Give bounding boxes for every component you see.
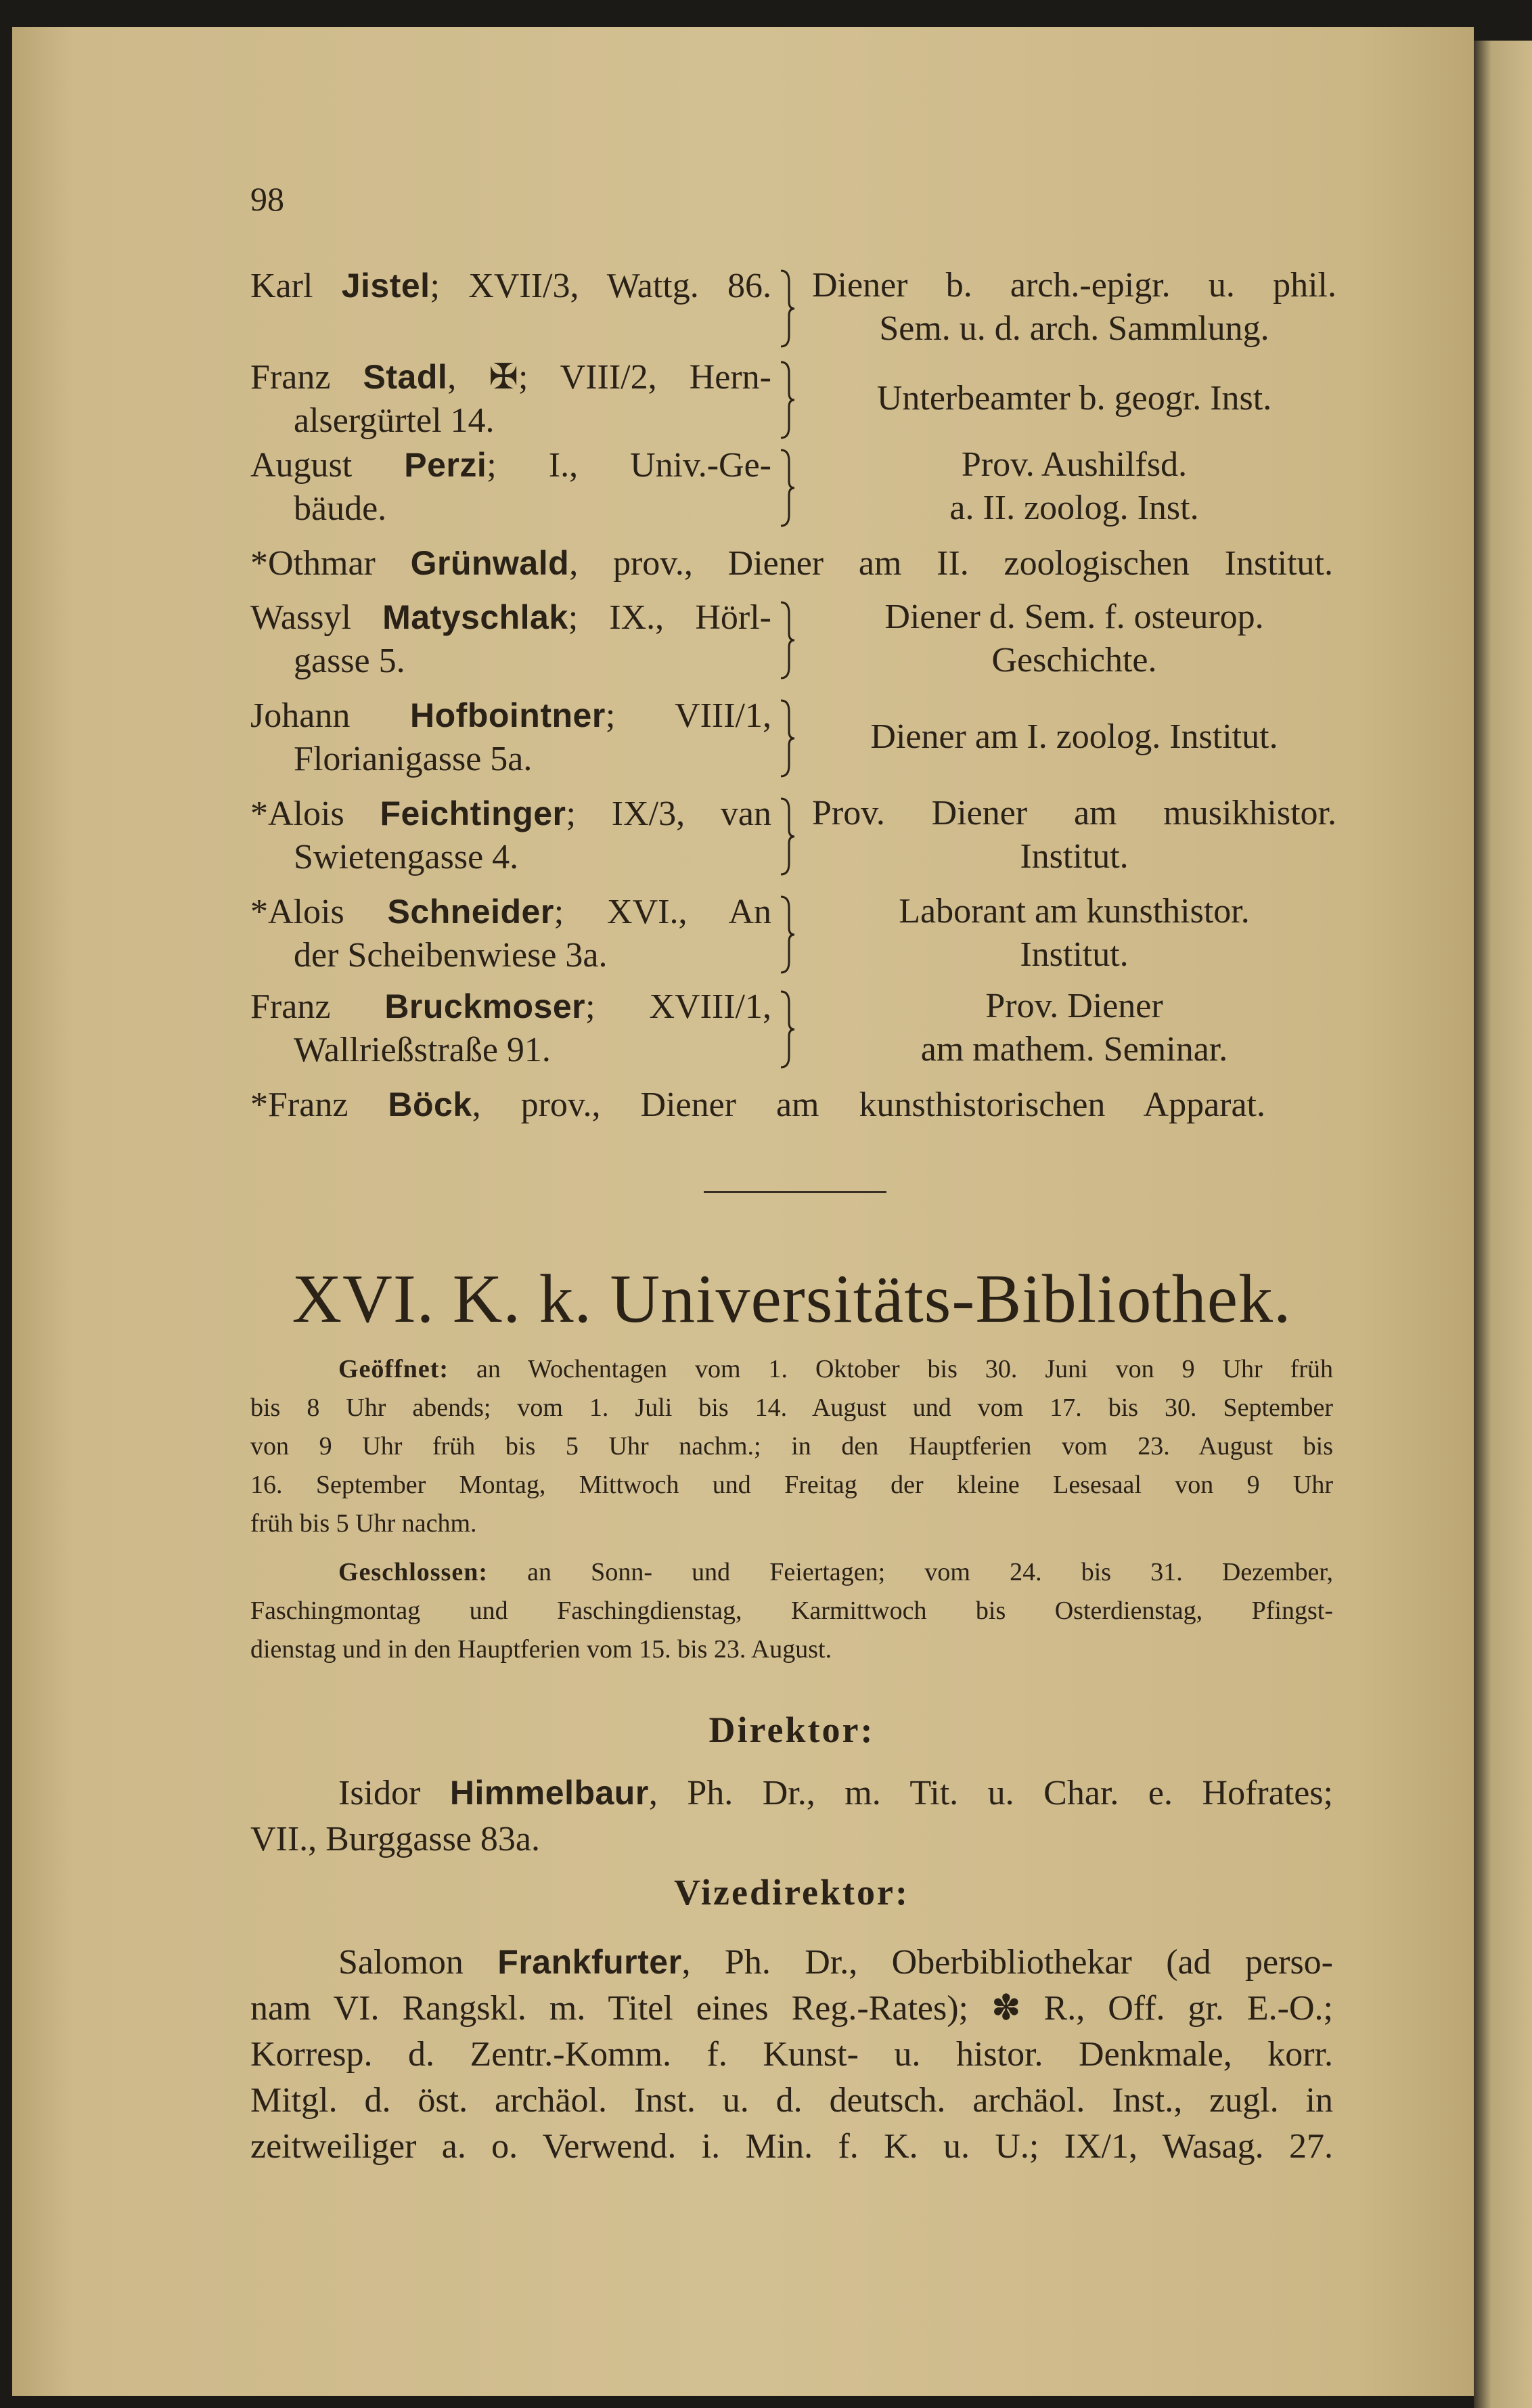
vice-director-heading: Vizedirektor: bbox=[674, 1872, 909, 1913]
surname: Matyschlak bbox=[382, 598, 568, 636]
surname: Grünwald bbox=[410, 544, 570, 582]
brace-icon bbox=[778, 894, 796, 975]
surname: Himmelbaur bbox=[449, 1774, 649, 1812]
adjacent-page-edge bbox=[1474, 41, 1532, 2408]
address: ; VIII/1, bbox=[605, 696, 771, 735]
first-name: *Alois bbox=[250, 893, 388, 931]
staff-entry-single bbox=[250, 541, 1333, 585]
director-entry: Isidor Himmelbaur, Ph. Dr., m. Tit. u. Char. e. Hofrates; VII., Burggasse 83a. bbox=[250, 1774, 1333, 1858]
director-heading: Direktor: bbox=[708, 1710, 875, 1750]
staff-entry-left: Johann Hofbointner; VIII/1, Florianigasse 5a. bbox=[250, 696, 771, 778]
address: ; I., Univ.-Ge- bbox=[487, 446, 771, 485]
vice-director-entry: Salomon Frankfurter, Ph. Dr., Oberbibliothekar (ad perso- nam VI. Rangskl. m. Titel eines Reg.-Rates); ✽ R., Off. gr. E.-O.; Korresp. d. Zentr.-Komm. f. Kunst- u. histor. Denkmale, korr. Mitgl. d. öst. archäol. Inst. u. d. deutsch. archäol. Inst., zugl. in zeitweiliger a. o. Verwend. i. Min. f. K. u. U.; IX/1, Wasag. 27. bbox=[250, 1943, 1333, 2166]
first-name: *Othmar bbox=[250, 544, 411, 583]
first-name: Johann bbox=[250, 696, 411, 735]
opening-hours: Geöffnet: an Wochentagen vom 1. Oktober bis 30. Juni von 9 Uhr früh bis 8 Uhr abends; vom 1. Juli bis 14. August und vom 17. bis 30. September von 9 Uhr früh bis 5 Uhr nachm.; in den Hauptferien vom 23. August bis 16. September Montag, Mittwoch und Freitag der kleine Lesesaal von 9 Uhr früh bis 5 Uhr nachm. bbox=[250, 1355, 1333, 1538]
address: ; IX., Hörl- bbox=[568, 598, 771, 637]
section-divider bbox=[704, 1191, 886, 1193]
staff-entry-left bbox=[250, 264, 771, 308]
address: ; XVIII/1, bbox=[585, 987, 771, 1026]
surname: Schneider bbox=[387, 893, 554, 931]
address: ; XVII/3, Wattg. 86. bbox=[430, 267, 771, 305]
brace-icon bbox=[778, 447, 796, 529]
staff-entry-left: *Alois Feichtinger; IX/3, van Swietengasse 4. bbox=[250, 795, 771, 876]
role: , prov., Diener am kunsthistorischen Apparat. bbox=[472, 1086, 1265, 1124]
opening-label: Geöffnet: bbox=[338, 1355, 449, 1383]
brace-icon bbox=[778, 796, 796, 877]
first-name: Franz bbox=[250, 987, 385, 1026]
staff-entry-role: Unterbeamter b. geogr. Inst. bbox=[876, 379, 1272, 418]
staff-entry-role: Prov. Diener am mathem. Seminar. bbox=[920, 987, 1228, 1069]
staff-entry-role: Diener b. arch.-epigr. u. phil. Sem. u. d. arch. Sammlung. bbox=[812, 266, 1336, 348]
address: ; IX/3, van bbox=[566, 795, 771, 833]
surname: Stadl bbox=[363, 358, 448, 396]
surname: Jistel bbox=[341, 267, 430, 305]
first-name: *Franz bbox=[250, 1086, 388, 1124]
surname: Bruckmoser bbox=[384, 987, 586, 1025]
staff-entry-left: Franz Bruckmoser; XVIII/1, Wallrießstraße 91. bbox=[250, 987, 771, 1069]
brace-icon bbox=[778, 268, 796, 349]
staff-entry-left: August Perzi; I., Univ.-Ge- bäude. bbox=[250, 446, 771, 528]
surname: Frankfurter bbox=[497, 1943, 682, 1981]
brace-icon bbox=[778, 600, 796, 681]
staff-entry-left: *Alois Schneider; XVI., An der Scheibenwiese 3a. bbox=[250, 893, 772, 975]
closed-label: Geschlossen: bbox=[338, 1558, 488, 1586]
brace-icon bbox=[778, 359, 796, 441]
staff-entry-left: Wassyl Matyschlak; IX., Hörl- gasse 5. bbox=[250, 598, 771, 680]
staff-entry-role: Prov. Diener am musikhistor. Institut. bbox=[812, 794, 1336, 876]
role: , prov., Diener am II. zoologischen Institut. bbox=[569, 544, 1334, 583]
first-name: Franz bbox=[250, 358, 363, 397]
staff-entry-role: Diener d. Sem. f. osteurop. Geschichte. bbox=[884, 598, 1264, 679]
page-number: 98 bbox=[250, 180, 284, 218]
address: ; XVI., An bbox=[554, 893, 772, 931]
first-name: August bbox=[250, 446, 405, 485]
brace-icon bbox=[778, 989, 796, 1070]
address: , ✠; VIII/2, Hern- bbox=[447, 358, 771, 397]
staff-entry-role: Prov. Aushilfsd. a. II. zoolog. Inst. bbox=[949, 445, 1199, 527]
surname: Perzi bbox=[404, 446, 487, 484]
first-name: Wassyl bbox=[250, 598, 383, 637]
first-name: *Alois bbox=[250, 795, 380, 833]
surname: Feichtinger bbox=[380, 795, 566, 832]
staff-entry-single bbox=[250, 1083, 1265, 1127]
section-title: XVI. K. k. Universitäts-Bibliothek. bbox=[292, 1261, 1292, 1337]
brace-icon bbox=[778, 698, 796, 779]
staff-entry-role: Laborant am kunsthistor. Institut. bbox=[899, 892, 1250, 974]
surname: Hofbointner bbox=[410, 696, 606, 734]
surname: Böck bbox=[388, 1086, 472, 1123]
first-name: Karl bbox=[250, 267, 342, 305]
staff-entry-left: Franz Stadl, ✠; VIII/2, Hern- alsergürtel 14. bbox=[250, 358, 771, 440]
closed-days: Geschlossen: an Sonn- und Feiertagen; vom 24. bis 31. Dezember, Faschingmontag und Faschingdienstag, Karmittwoch bis Osterdienstag, Pfingst- dienstag und in den Hauptferien vom 15. bis 23. August. bbox=[250, 1558, 1333, 1664]
staff-entry-role: Diener am I. zoolog. Institut. bbox=[870, 717, 1278, 756]
